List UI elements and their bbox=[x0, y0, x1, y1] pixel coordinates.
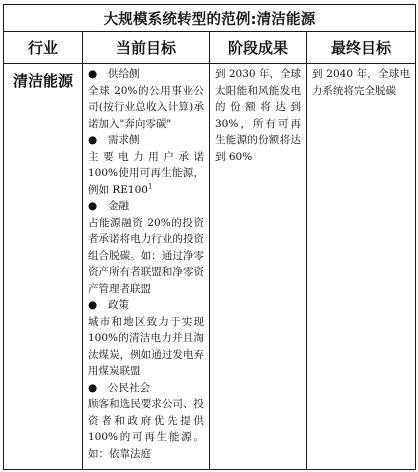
goal-text-body: 主要电力用户承诺 100%使用可再生能源，例如 RE100 bbox=[88, 150, 204, 196]
current-goals-cell bbox=[83, 64, 210, 470]
footnote-marker: 1 bbox=[147, 182, 153, 190]
interim-results-cell bbox=[210, 64, 307, 470]
bullet-icon: ● bbox=[88, 299, 98, 311]
header-industry: 行业 bbox=[4, 32, 83, 64]
bullet-icon: ● bbox=[88, 68, 98, 80]
goal-heading: 公民社会 bbox=[108, 381, 150, 394]
interim-result-text: 到 2030 年，全球太阳能和风能发电的份额将达到 30%，所有可再生能源的份额将达到 60% bbox=[215, 68, 301, 163]
table-title: 大规模系统转型的范例:清洁能源 bbox=[4, 5, 416, 32]
goal-heading: 供给侧 bbox=[108, 68, 140, 80]
goal-item-demand bbox=[88, 132, 204, 198]
bullet-icon: ● bbox=[88, 200, 98, 212]
bullet-icon: ● bbox=[88, 134, 98, 146]
goal-text: 全球 20%的公用事业公司(按行业总收入计算)承诺加入"奔向零碳" bbox=[88, 84, 204, 130]
header-final-goal: 最终目标 bbox=[307, 32, 416, 64]
goal-item-finance bbox=[88, 198, 204, 297]
goal-text: 城市和地区致力于实现 100%的清洁电力并且淘汰煤炭，例如通过发电弃用煤炭联盟 bbox=[88, 315, 204, 377]
header-current-goals: 当前目标 bbox=[83, 32, 210, 64]
clean-energy-table bbox=[3, 4, 416, 470]
header-interim-results: 阶段成果 bbox=[210, 32, 307, 64]
goal-item-policy bbox=[88, 297, 204, 380]
goal-text: 占能源融资 20%的投资者承诺将电力行业的投资组合脱碳。如：通过净零资产所有者联盟和净零资产管理者联盟 bbox=[88, 216, 204, 295]
goal-item-civil-society bbox=[88, 380, 204, 463]
industry-cell: 清洁能源 bbox=[4, 64, 83, 470]
goal-text: 顾客和选民要求公司、投资者和政府优先提供 100%的可再生能源。如：依靠法庭 bbox=[88, 398, 204, 460]
goal-item-supply bbox=[88, 66, 204, 132]
final-goal-text: 到 2040 年，全球电力系统将完全脱碳 bbox=[312, 68, 410, 97]
final-goal-cell bbox=[307, 64, 416, 470]
goal-heading: 政策 bbox=[108, 299, 129, 311]
goal-heading: 金融 bbox=[108, 200, 129, 212]
goal-heading: 需求侧 bbox=[108, 134, 140, 146]
bullet-icon: ● bbox=[88, 381, 98, 394]
goal-text bbox=[88, 149, 204, 199]
